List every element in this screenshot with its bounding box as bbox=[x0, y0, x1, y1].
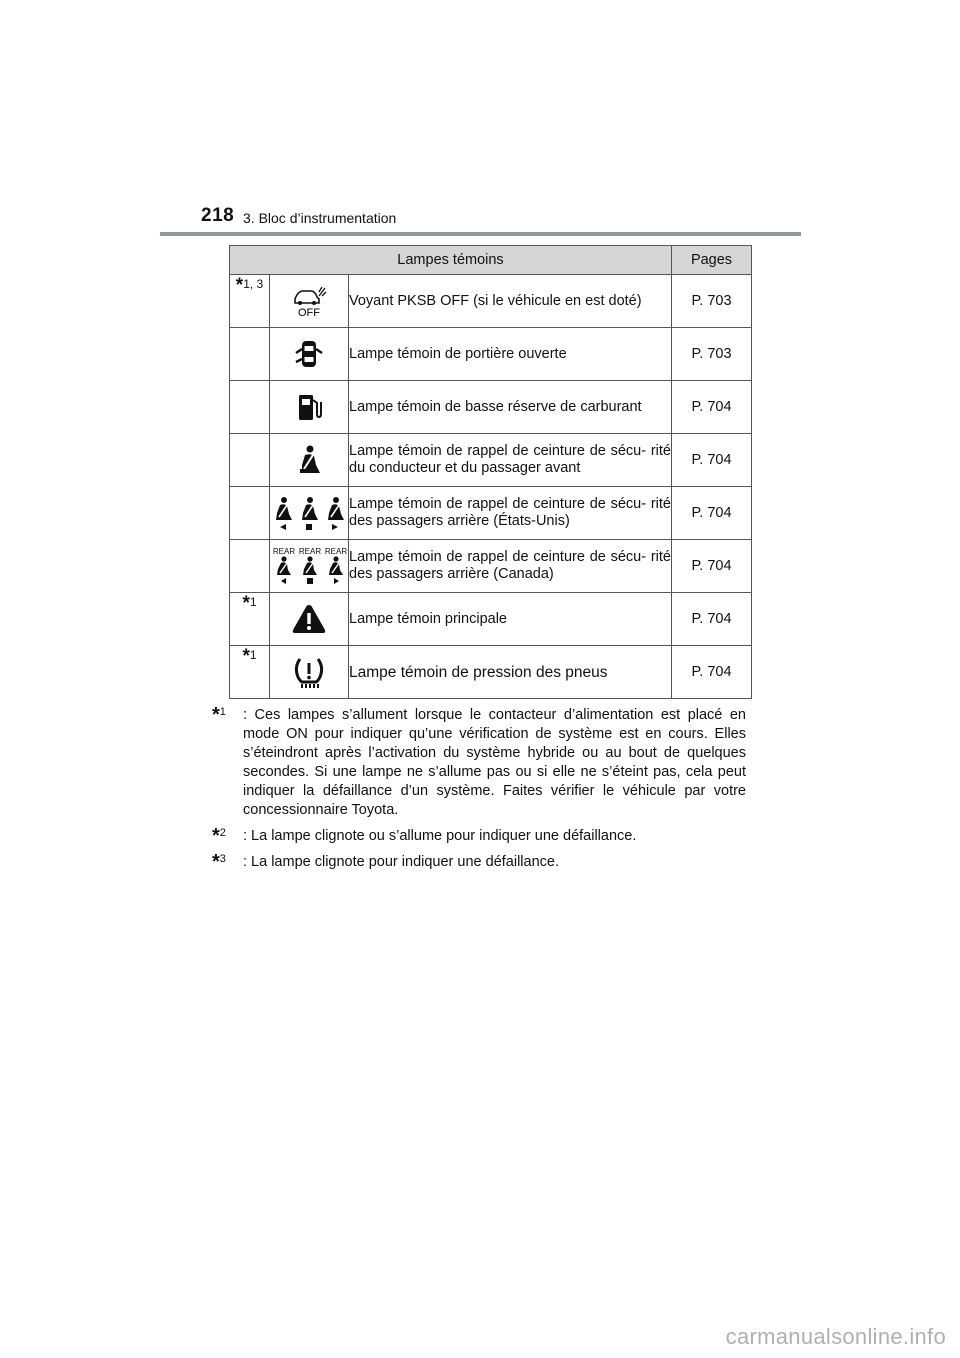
footnote-ref bbox=[230, 381, 270, 434]
svg-text:REAR: REAR bbox=[272, 547, 296, 556]
footnote-ref bbox=[230, 487, 270, 540]
rear-seatbelt-canada-icon bbox=[270, 540, 349, 593]
footnote-ref: *1 bbox=[230, 593, 270, 646]
footnote-mark: *$^3$ bbox=[212, 851, 226, 873]
table-row bbox=[230, 275, 752, 328]
page-reference: P. 704 bbox=[672, 646, 752, 699]
footnote bbox=[212, 853, 746, 872]
header-rule bbox=[160, 232, 801, 236]
table-row bbox=[230, 487, 752, 540]
page-reference: P. 704 bbox=[672, 540, 752, 593]
footnote-text: : Ces lampes s’allument lorsque le contacteur d’alimentation est placé en mode ON pour indiquer qu’une vérification de système est en cours. Elles s’éteindront après l’activation du système hybride ou au bout de quelques secondes. Si une lampe ne s’allume pas ou si elle ne s’éteint pas, cela peut indiquer la défaillance d’un système. Faites vérifier le véhicule par votre concessionnaire Toyota. bbox=[243, 707, 746, 818]
watermark: carmanualsonline.info bbox=[725, 1324, 946, 1349]
footnote-ref bbox=[230, 540, 270, 593]
table-row bbox=[230, 328, 752, 381]
footnote-text: : La lampe clignote ou s’allume pour indiquer une défaillance. bbox=[243, 828, 637, 844]
master-warning-icon bbox=[270, 593, 349, 646]
lamp-description: Lampe témoin principale bbox=[349, 593, 672, 646]
footnotes bbox=[212, 706, 746, 879]
table-header-row bbox=[230, 246, 752, 275]
footnote-mark: *$^1$ bbox=[212, 704, 226, 726]
lamp-description: Lampe témoin de rappel de ceinture de sécu- rité du conducteur et du passager avant bbox=[349, 434, 672, 487]
svg-text:REAR: REAR bbox=[298, 547, 322, 556]
page-reference: P. 703 bbox=[672, 275, 752, 328]
door-open-icon bbox=[270, 328, 349, 381]
lamp-description: Lampe témoin de pression des pneus bbox=[349, 646, 672, 699]
table-row bbox=[230, 540, 752, 593]
column-header-pages: Pages bbox=[672, 246, 752, 275]
lamp-description: Lampe témoin de basse réserve de carburant bbox=[349, 381, 672, 434]
low-fuel-icon bbox=[270, 381, 349, 434]
table-row bbox=[230, 646, 752, 699]
table-row bbox=[230, 434, 752, 487]
lamp-description: Lampe témoin de portière ouverte bbox=[349, 328, 672, 381]
footnote-ref: *1 bbox=[230, 646, 270, 699]
lamp-description: Lampe témoin de rappel de ceinture de sécu- rité des passagers arrière (Canada) bbox=[349, 540, 672, 593]
svg-text:OFF: OFF bbox=[298, 307, 320, 318]
footnote bbox=[212, 827, 746, 846]
svg-text:REAR: REAR bbox=[324, 547, 347, 556]
footnote bbox=[212, 706, 746, 820]
rear-seatbelt-us-icon bbox=[270, 487, 349, 540]
warning-lamps-table bbox=[229, 245, 752, 699]
footnote-mark: *$^2$ bbox=[212, 825, 226, 847]
footnote-text: : La lampe clignote pour indiquer une défaillance. bbox=[243, 854, 559, 870]
lamp-description: Lampe témoin de rappel de ceinture de sécu- rité des passagers arrière (États-Unis) bbox=[349, 487, 672, 540]
pksb-off-icon bbox=[270, 275, 349, 328]
seatbelt-icon bbox=[270, 434, 349, 487]
footnote-ref bbox=[230, 434, 270, 487]
footnote-ref bbox=[230, 328, 270, 381]
table-row bbox=[230, 593, 752, 646]
page-reference: P. 704 bbox=[672, 593, 752, 646]
tire-pressure-icon bbox=[270, 646, 349, 699]
page-reference: P. 703 bbox=[672, 328, 752, 381]
page-reference: P. 704 bbox=[672, 434, 752, 487]
lamp-description: Voyant PKSB OFF (si le véhicule en est doté) bbox=[349, 275, 672, 328]
page-reference: P. 704 bbox=[672, 487, 752, 540]
page-header bbox=[160, 205, 800, 235]
page-number: 218 bbox=[201, 205, 235, 226]
footnote-ref: *1, 3 bbox=[230, 275, 270, 328]
section-title: 3. Bloc d’instrumentation bbox=[243, 210, 397, 226]
table-row bbox=[230, 381, 752, 434]
column-header-lamps: Lampes témoins bbox=[230, 246, 672, 275]
page-reference: P. 704 bbox=[672, 381, 752, 434]
